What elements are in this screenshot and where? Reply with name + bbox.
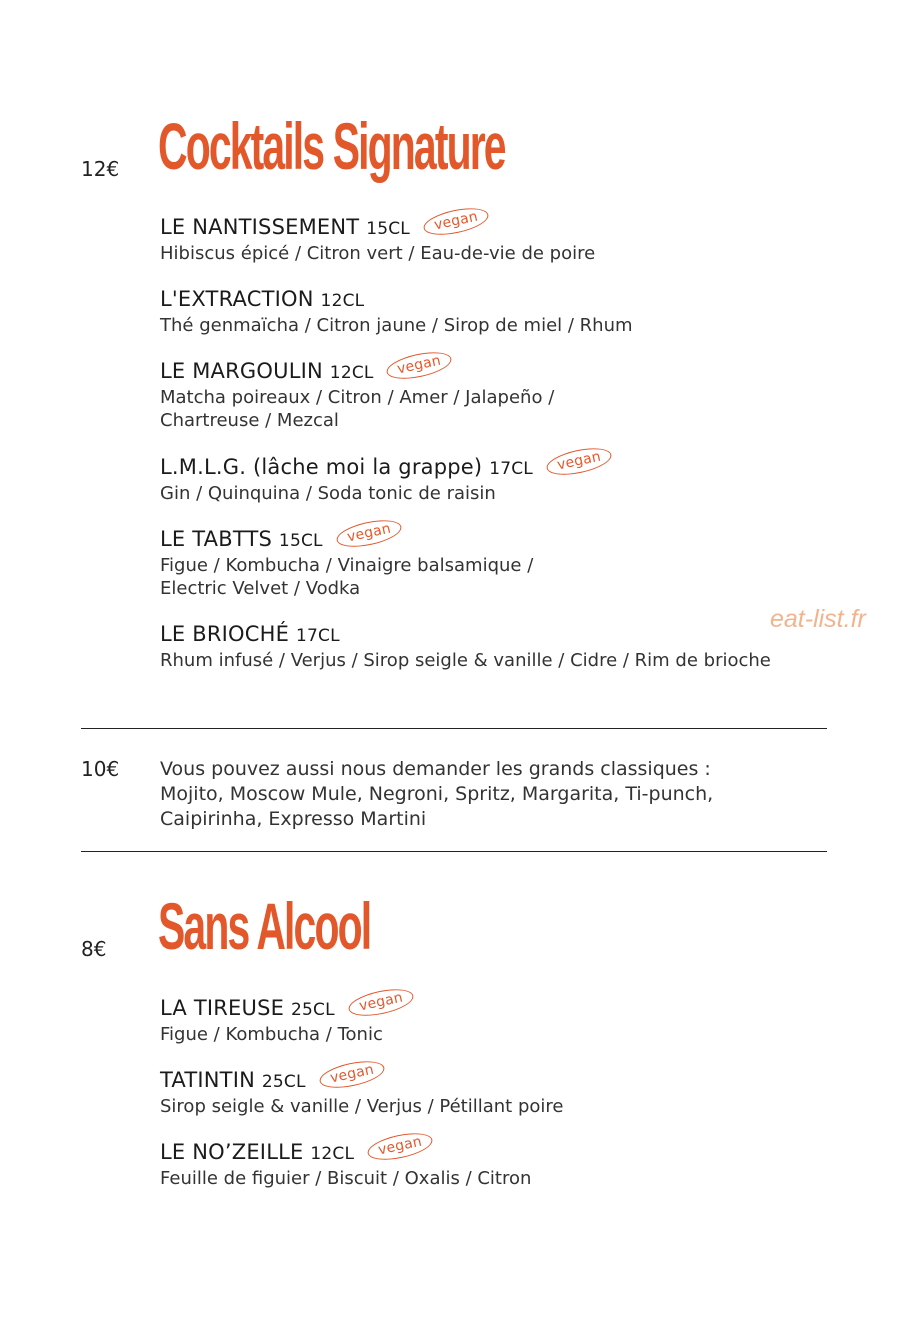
classics-line: Mojito, Moscow Mule, Negroni, Spritz, Margarita, Ti-punch, [160,783,714,805]
cocktails-heading: Cocktails Signature [158,109,505,183]
item-name: LE NO’ZEILLE [160,1140,304,1164]
vegan-badge: vegan [334,515,404,551]
menu-item [160,448,612,505]
item-volume: 12CL [320,291,365,311]
menu-item [160,989,414,1046]
classics-price: 10€ [81,757,120,781]
item-name: TATINTIN [160,1068,255,1092]
sans-alcool-price: 8€ [81,937,107,961]
vegan-badge: vegan [365,1128,435,1164]
item-description-line: Matcha poireaux / Citron / Amer / Jalapeño / [160,387,555,408]
item-description: Figue / Kombucha / Tonic [160,1024,383,1045]
classics-line: Vous pouvez aussi nous demander les grands classiques : [160,758,711,780]
item-description: Sirop seigle & vanille / Verjus / Pétillant poire [160,1096,564,1117]
item-name: LE MARGOULIN [160,359,323,383]
vegan-badge: vegan [385,347,455,383]
item-description: Rhum infusé / Verjus / Sirop seigle & vanille / Cidre / Rim de brioche [160,650,771,671]
vegan-badge: vegan [317,1056,387,1092]
menu-item [160,621,771,672]
classics-line: Caipirinha, Expresso Martini [160,808,427,830]
item-volume: 25CL [261,1072,306,1092]
watermark: eat-list.fr [770,605,866,633]
item-description: Thé genmaïcha / Citron jaune / Sirop de miel / Rhum [160,315,633,336]
item-volume: 17CL [489,459,533,479]
vegan-badge: vegan [346,984,416,1020]
divider [81,728,827,729]
menu-item [160,1133,532,1190]
cocktails-price: 12€ [81,157,120,181]
sans-alcool-heading: Sans Alcool [158,889,371,963]
item-description: Hibiscus épicé / Citron vert / Eau-de-vie de poire [160,243,596,264]
menu-item [160,352,555,432]
item-name: LE TABTTS [160,527,273,551]
item-name: LE NANTISSEMENT [160,215,360,239]
item-volume: 15CL [366,219,410,239]
vegan-badge: vegan [421,203,491,239]
item-name: LA TIREUSE [160,996,285,1020]
item-volume: 15CL [278,531,323,551]
item-description-line: Figue / Kombucha / Vinaigre balsamique / [160,555,534,576]
menu-item [160,520,534,600]
item-volume: 17CL [295,626,340,646]
classics-text [160,757,713,832]
divider [81,851,827,852]
item-volume: 12CL [329,363,374,383]
item-volume: 12CL [310,1144,355,1164]
item-name: L'EXTRACTION [160,287,314,311]
menu-item [160,208,596,265]
item-description-line: Chartreuse / Mezcal [160,410,339,431]
item-name: L.M.L.G. (lâche moi la grappe) [160,455,483,479]
item-name: LE BRIOCHÉ [160,622,290,646]
menu-item [160,1061,564,1118]
menu-item [160,286,633,337]
vegan-badge: vegan [544,443,614,479]
item-volume: 25CL [290,1000,335,1020]
item-description: Gin / Quinquina / Soda tonic de raisin [160,483,496,504]
item-description: Feuille de figuier / Biscuit / Oxalis / Citron [160,1168,532,1189]
item-description-line: Electric Velvet / Vodka [160,578,361,599]
